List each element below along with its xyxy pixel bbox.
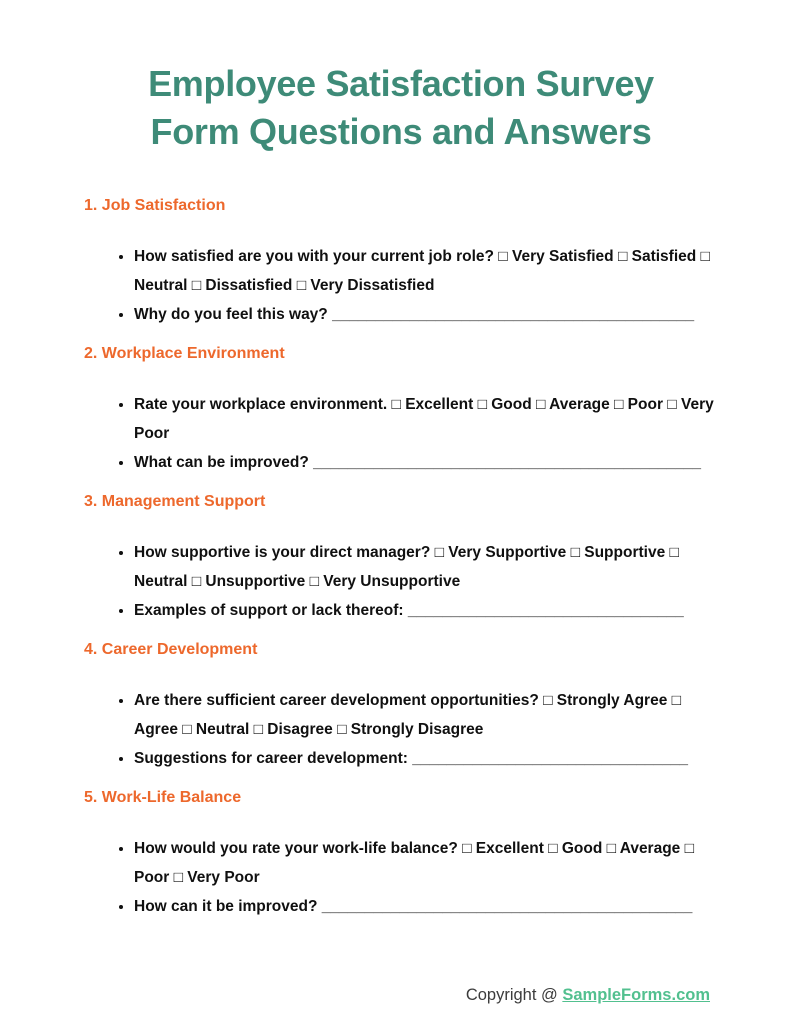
question-item: • How satisfied are you with your current job role? □ Very Satisfied □ Satisfied □ Neutral □ Dissatisfied □ Very Dissatisfied xyxy=(134,242,718,300)
section-career-development xyxy=(84,640,718,773)
copyright-text: Copyright @ xyxy=(465,986,563,1004)
question-item: • Examples of support or lack thereof: ________________________________ xyxy=(134,596,718,625)
section-heading: 1. Job Satisfaction xyxy=(84,197,226,214)
footer xyxy=(466,986,710,1005)
section-job-satisfaction xyxy=(84,196,718,329)
survey-content xyxy=(84,196,718,921)
page-title-line2: Form Questions and Answers xyxy=(150,111,652,152)
question-item: • Suggestions for career development: ________________________________ xyxy=(134,744,718,773)
section-workplace-environment xyxy=(84,344,718,477)
question-list xyxy=(84,242,718,329)
section-work-life-balance xyxy=(84,788,718,921)
question-list xyxy=(84,686,718,773)
question-item: • What can be improved? _____________________________________________ xyxy=(134,448,718,477)
page-title xyxy=(0,0,802,156)
question-item: • How would you rate your work-life balance? □ Excellent □ Good □ Average □ Poor □ Very Poor xyxy=(134,834,718,892)
section-management-support xyxy=(84,492,718,625)
question-list xyxy=(84,538,718,625)
section-heading: 4. Career Development xyxy=(84,641,258,658)
page-title-line1: Employee Satisfaction Survey xyxy=(148,63,654,104)
question-item: • Rate your workplace environment. □ Excellent □ Good □ Average □ Poor □ Very Poor xyxy=(134,390,718,448)
question-list xyxy=(84,390,718,477)
section-heading: 3. Management Support xyxy=(84,493,266,510)
section-heading: 5. Work-Life Balance xyxy=(84,789,242,806)
sampleforms-link[interactable]: SampleForms.com xyxy=(562,986,710,1004)
question-item: • Are there sufficient career development opportunities? □ Strongly Agree □ Agree □ Neutral □ Disagree □ Strongly Disagree xyxy=(134,686,718,744)
question-list xyxy=(84,834,718,921)
question-item: • Why do you feel this way? __________________________________________ xyxy=(134,300,718,329)
question-item: • How can it be improved? ___________________________________________ xyxy=(134,892,718,921)
section-heading: 2. Workplace Environment xyxy=(84,345,285,362)
question-item: • How supportive is your direct manager? □ Very Supportive □ Supportive □ Neutral □ Unsupportive □ Very Unsupportive xyxy=(134,538,718,596)
